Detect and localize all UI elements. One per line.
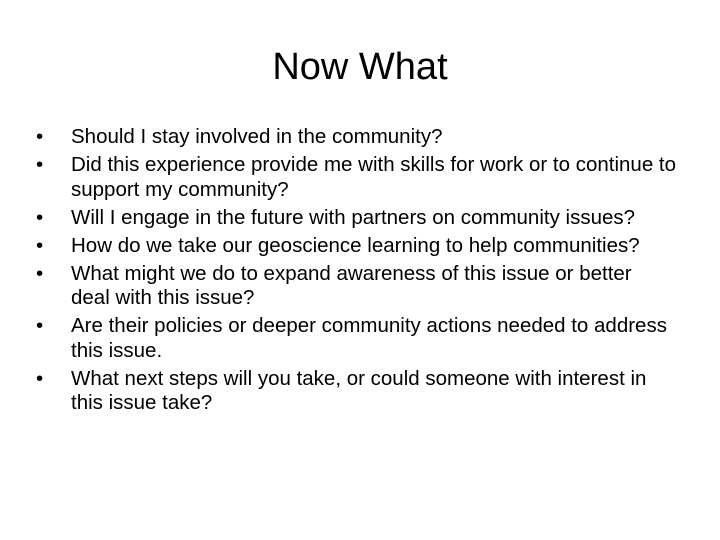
bullet-item: [36, 367, 676, 416]
bullet-text: Should I stay involved in the community?: [71, 125, 443, 148]
bullet-text: Did this experience provide me with skills for work or to continue to support my community?: [71, 152, 677, 201]
slide-title: Now What: [272, 46, 448, 88]
bullet-item: [36, 125, 676, 150]
bullet-icon: •: [36, 233, 44, 257]
bullet-item: [36, 153, 676, 202]
bullet-text: How do we take our geoscience learning to help communities?: [71, 233, 640, 257]
bullet-text: Are their policies or deeper community actions needed to address this issue.: [71, 314, 667, 362]
bullet-item: [36, 206, 676, 231]
bullet-item: [36, 314, 676, 363]
bullet-text: Will I engage in the future with partners on community issues?: [71, 205, 636, 229]
bullet-icon: •: [36, 152, 44, 176]
bullet-icon: •: [36, 261, 44, 285]
bullet-item: [36, 234, 676, 259]
bullet-icon: •: [36, 366, 44, 390]
bullet-icon: •: [36, 205, 44, 229]
bullet-list: [36, 125, 676, 419]
bullet-icon: •: [36, 125, 44, 148]
bullet-text: What next steps will you take, or could someone with interest in this issue take?: [71, 366, 647, 415]
bullet-item: [36, 262, 676, 311]
bullet-icon: •: [36, 314, 44, 338]
bullet-text: What might we do to expand awareness of this issue or better deal with this issue?: [71, 261, 632, 310]
